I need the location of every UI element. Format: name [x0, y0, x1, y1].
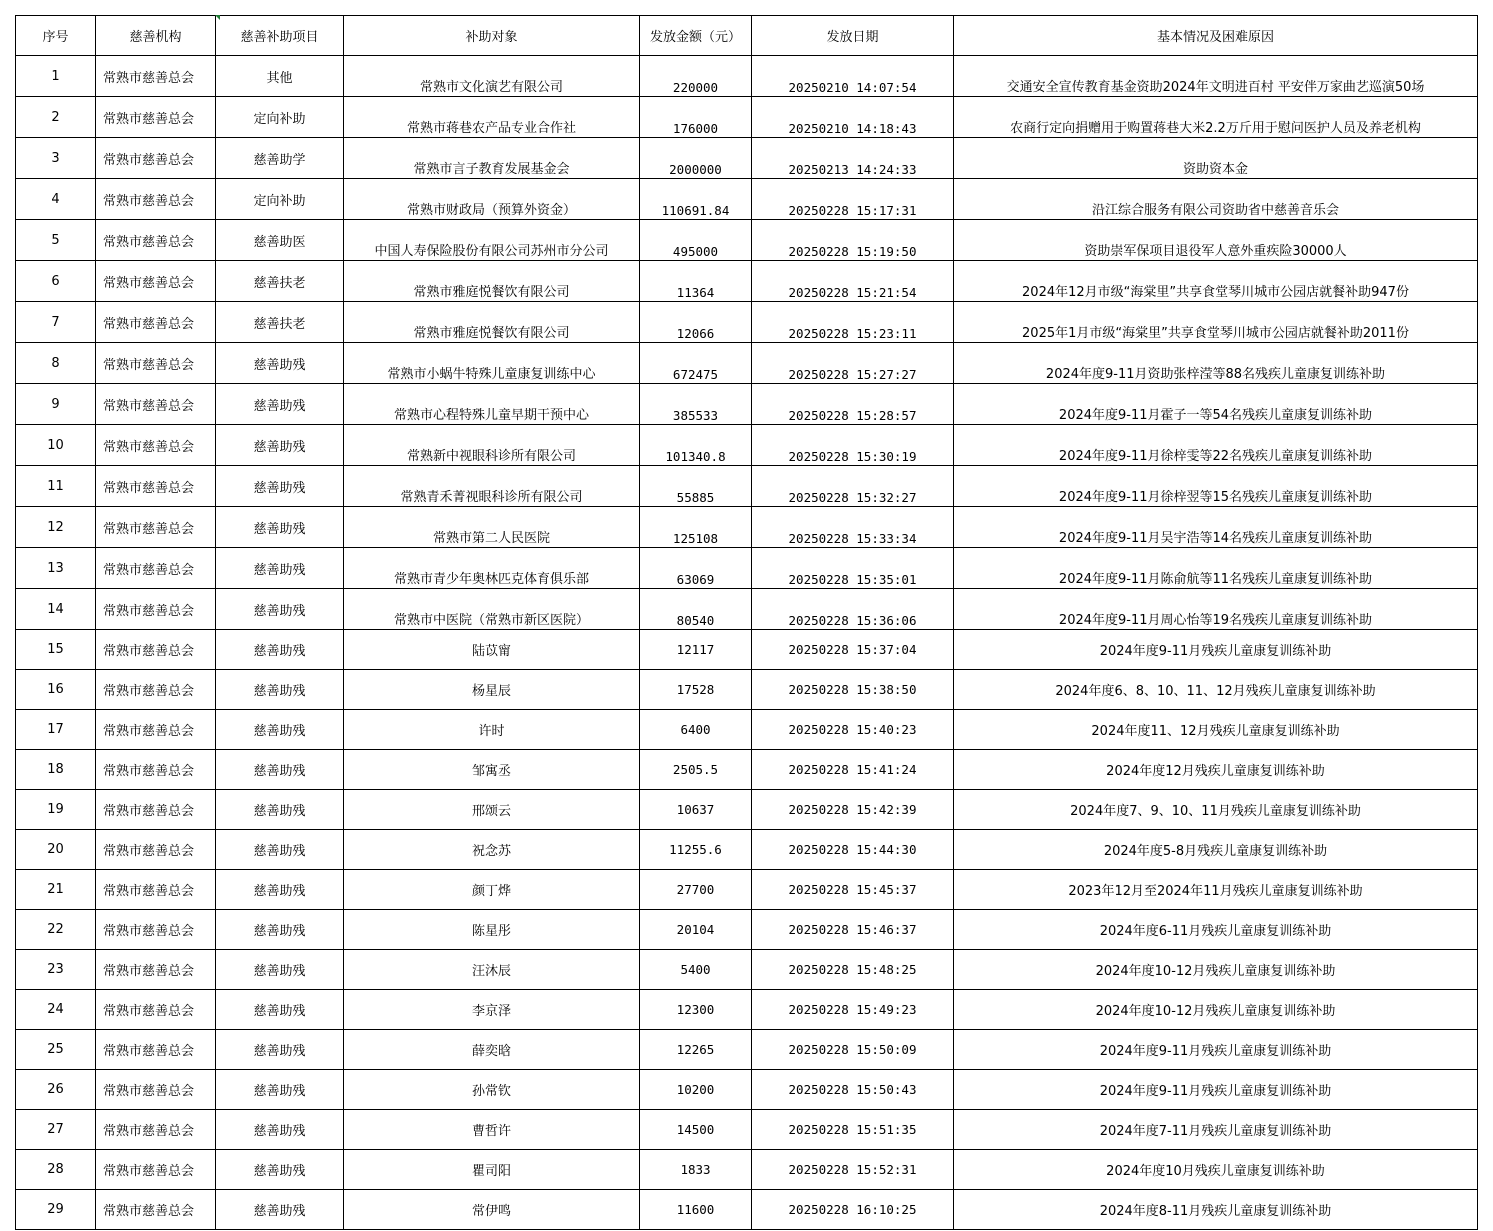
cell-amount[interactable]: 20104	[640, 910, 752, 950]
cell-project[interactable]: 慈善助残	[216, 425, 344, 466]
cell-org[interactable]: 常熟市慈善总会	[96, 548, 216, 589]
cell-date[interactable]: 20250228 15:51:35	[752, 1110, 954, 1150]
cell-amount[interactable]: 12117	[640, 630, 752, 670]
cell-amount[interactable]: 176000	[640, 97, 752, 138]
cell-reason[interactable]: 2024年度6-11月残疾儿童康复训练补助	[954, 910, 1478, 950]
cell-reason[interactable]: 2023年12月至2024年11月残疾儿童康复训练补助	[954, 870, 1478, 910]
cell-reason[interactable]: 2024年度9-11月残疾儿童康复训练补助	[954, 1070, 1478, 1110]
cell-date[interactable]: 20250213 14:24:33	[752, 138, 954, 179]
header-row	[16, 16, 1478, 56]
cell-target[interactable]: 常熟市雅庭悦餐饮有限公司	[344, 302, 640, 343]
cell-date[interactable]: 20250228 15:19:50	[752, 220, 954, 261]
cell-no[interactable]: 25	[16, 1030, 96, 1070]
cell-reason[interactable]: 2024年度10-12月残疾儿童康复训练补助	[954, 990, 1478, 1030]
cell-date[interactable]: 20250228 15:46:37	[752, 910, 954, 950]
cell-org[interactable]: 常熟市慈善总会	[96, 830, 216, 870]
cell-date[interactable]: 20250228 15:21:54	[752, 261, 954, 302]
cell-project[interactable]: 慈善助残	[216, 1150, 344, 1190]
cell-target[interactable]: 常熟市第二人民医院	[344, 507, 640, 548]
cell-amount[interactable]: 10200	[640, 1070, 752, 1110]
cell-no[interactable]: 4	[16, 179, 96, 220]
cell-no[interactable]: 20	[16, 830, 96, 870]
cell-org[interactable]: 常熟市慈善总会	[96, 1190, 216, 1230]
cell-org[interactable]: 常熟市慈善总会	[96, 910, 216, 950]
cell-amount[interactable]: 385533	[640, 384, 752, 425]
cell-date[interactable]: 20250228 15:41:24	[752, 750, 954, 790]
header-cell-no[interactable]: 序号	[16, 16, 96, 56]
cell-amount[interactable]: 63069	[640, 548, 752, 589]
cell-amount[interactable]: 2505.5	[640, 750, 752, 790]
cell-org[interactable]: 常熟市慈善总会	[96, 1070, 216, 1110]
cell-org[interactable]: 常熟市慈善总会	[96, 138, 216, 179]
cell-date[interactable]: 20250228 15:52:31	[752, 1150, 954, 1190]
cell-no[interactable]: 26	[16, 1070, 96, 1110]
table-body	[16, 56, 1478, 1230]
cell-reason[interactable]: 2024年度9-11月徐梓雯等22名残疾儿童康复训练补助	[954, 425, 1478, 466]
cell-project[interactable]: 慈善助残	[216, 870, 344, 910]
table-row	[16, 630, 1478, 670]
cell-no[interactable]: 8	[16, 343, 96, 384]
cell-project[interactable]: 慈善助残	[216, 830, 344, 870]
cell-org[interactable]: 常熟市慈善总会	[96, 589, 216, 630]
cell-no[interactable]: 18	[16, 750, 96, 790]
cell-org[interactable]: 常熟市慈善总会	[96, 507, 216, 548]
cell-date[interactable]: 20250228 15:50:43	[752, 1070, 954, 1110]
table-row	[16, 56, 1478, 97]
table-row	[16, 790, 1478, 830]
cell-reason[interactable]: 2024年度8-11月残疾儿童康复训练补助	[954, 1190, 1478, 1230]
cell-date[interactable]: 20250228 15:42:39	[752, 790, 954, 830]
cell-amount[interactable]: 55885	[640, 466, 752, 507]
table-row	[16, 548, 1478, 589]
cell-target[interactable]: 陆苡甯	[344, 630, 640, 670]
cell-org[interactable]: 常熟市慈善总会	[96, 1030, 216, 1070]
cell-target[interactable]: 孙常钦	[344, 1070, 640, 1110]
cell-no[interactable]: 22	[16, 910, 96, 950]
header-cell-org[interactable]: 慈善机构	[96, 16, 216, 56]
cell-project[interactable]: 慈善助残	[216, 589, 344, 630]
cell-project[interactable]: 慈善助残	[216, 1110, 344, 1150]
cell-no[interactable]: 7	[16, 302, 96, 343]
cell-no[interactable]: 14	[16, 589, 96, 630]
cell-org[interactable]: 常熟市慈善总会	[96, 1110, 216, 1150]
cell-target[interactable]: 常熟市财政局（预算外资金）	[344, 179, 640, 220]
table-row	[16, 990, 1478, 1030]
cell-amount[interactable]: 10637	[640, 790, 752, 830]
cell-date[interactable]: 20250210 14:18:43	[752, 97, 954, 138]
cell-project[interactable]: 慈善助残	[216, 343, 344, 384]
table-row	[16, 220, 1478, 261]
cell-target[interactable]: 中国人寿保险股份有限公司苏州市分公司	[344, 220, 640, 261]
cell-target[interactable]: 常熟市文化演艺有限公司	[344, 56, 640, 97]
cell-no[interactable]: 6	[16, 261, 96, 302]
cell-reason[interactable]: 2024年度9-11月残疾儿童康复训练补助	[954, 1030, 1478, 1070]
cell-target[interactable]: 颜丁烨	[344, 870, 640, 910]
cell-project[interactable]: 慈善助残	[216, 1070, 344, 1110]
cell-no[interactable]: 2	[16, 97, 96, 138]
table-row	[16, 1150, 1478, 1190]
cell-reason[interactable]: 2025年1月市级“海棠里”共享食堂琴川城市公园店就餐补助2011份	[954, 302, 1478, 343]
cell-reason[interactable]: 2024年度6、8、10、11、12月残疾儿童康复训练补助	[954, 670, 1478, 710]
cell-target[interactable]: 杨星辰	[344, 670, 640, 710]
cell-org[interactable]: 常熟市慈善总会	[96, 425, 216, 466]
cell-date[interactable]: 20250228 15:32:27	[752, 466, 954, 507]
table-row	[16, 1070, 1478, 1110]
cell-reason[interactable]: 2024年度10月残疾儿童康复训练补助	[954, 1150, 1478, 1190]
table-row	[16, 950, 1478, 990]
cell-org[interactable]: 常熟市慈善总会	[96, 1150, 216, 1190]
cell-reason[interactable]: 2024年度12月残疾儿童康复训练补助	[954, 750, 1478, 790]
table-row	[16, 302, 1478, 343]
cell-date[interactable]: 20250228 16:10:25	[752, 1190, 954, 1230]
cell-org[interactable]: 常熟市慈善总会	[96, 990, 216, 1030]
cell-amount[interactable]: 11255.6	[640, 830, 752, 870]
cell-target[interactable]: 常熟市蒋巷农产品专业合作社	[344, 97, 640, 138]
cell-amount[interactable]: 672475	[640, 343, 752, 384]
cell-org[interactable]: 常熟市慈善总会	[96, 97, 216, 138]
cell-project[interactable]: 慈善助残	[216, 710, 344, 750]
cell-date[interactable]: 20250228 15:23:11	[752, 302, 954, 343]
table-row	[16, 830, 1478, 870]
cell-project[interactable]: 慈善助残	[216, 630, 344, 670]
cell-no[interactable]: 10	[16, 425, 96, 466]
cell-amount[interactable]: 220000	[640, 56, 752, 97]
cell-target[interactable]: 常熟市心程特殊儿童早期干预中心	[344, 384, 640, 425]
table-row	[16, 138, 1478, 179]
cell-org[interactable]: 常熟市慈善总会	[96, 670, 216, 710]
cell-org[interactable]: 常熟市慈善总会	[96, 384, 216, 425]
cell-no[interactable]: 27	[16, 1110, 96, 1150]
cell-org[interactable]: 常熟市慈善总会	[96, 343, 216, 384]
cell-reason[interactable]: 2024年度11、12月残疾儿童康复训练补助	[954, 710, 1478, 750]
cell-amount[interactable]: 2000000	[640, 138, 752, 179]
cell-date[interactable]: 20250228 15:37:04	[752, 630, 954, 670]
table-row	[16, 507, 1478, 548]
cell-project[interactable]: 慈善助残	[216, 1030, 344, 1070]
header-cell-amount[interactable]: 发放金额（元）	[640, 16, 752, 56]
cell-reason[interactable]: 2024年度10-12月残疾儿童康复训练补助	[954, 950, 1478, 990]
table-row	[16, 910, 1478, 950]
cell-amount[interactable]: 12300	[640, 990, 752, 1030]
cell-reason[interactable]: 2024年度9-11月周心怡等19名残疾儿童康复训练补助	[954, 589, 1478, 630]
cell-amount[interactable]: 17528	[640, 670, 752, 710]
cell-project[interactable]: 慈善助残	[216, 548, 344, 589]
table-row	[16, 384, 1478, 425]
cell-no[interactable]: 13	[16, 548, 96, 589]
cell-project[interactable]: 定向补助	[216, 179, 344, 220]
cell-target[interactable]: 常熟市小蜗牛特殊儿童康复训练中心	[344, 343, 640, 384]
header-cell-date[interactable]: 发放日期	[752, 16, 954, 56]
cell-amount[interactable]: 125108	[640, 507, 752, 548]
cell-reason[interactable]: 交通安全宣传教育基金资助2024年文明进百村 平安伴万家曲艺巡演50场	[954, 56, 1478, 97]
cell-target[interactable]: 邹寓丞	[344, 750, 640, 790]
cell-reason[interactable]: 资助资本金	[954, 138, 1478, 179]
cell-org[interactable]: 常熟市慈善总会	[96, 790, 216, 830]
cell-no[interactable]: 16	[16, 670, 96, 710]
cell-project[interactable]: 慈善扶老	[216, 261, 344, 302]
table-row	[16, 343, 1478, 384]
cell-project[interactable]: 慈善助医	[216, 220, 344, 261]
table-row	[16, 1030, 1478, 1070]
cell-date[interactable]: 20250228 15:40:23	[752, 710, 954, 750]
cell-target[interactable]: 薛奕晗	[344, 1030, 640, 1070]
cell-project[interactable]: 慈善助残	[216, 507, 344, 548]
cell-reason[interactable]: 2024年度5-8月残疾儿童康复训练补助	[954, 830, 1478, 870]
cell-reason[interactable]: 2024年度9-11月资助张梓滢等88名残疾儿童康复训练补助	[954, 343, 1478, 384]
cell-no[interactable]: 28	[16, 1150, 96, 1190]
cell-no[interactable]: 12	[16, 507, 96, 548]
cell-org[interactable]: 常熟市慈善总会	[96, 710, 216, 750]
cell-amount[interactable]: 14500	[640, 1110, 752, 1150]
cell-reason[interactable]: 沿江综合服务有限公司资助省中慈善音乐会	[954, 179, 1478, 220]
cell-date[interactable]: 20250210 14:07:54	[752, 56, 954, 97]
cell-amount[interactable]: 101340.8	[640, 425, 752, 466]
cell-date[interactable]: 20250228 15:30:19	[752, 425, 954, 466]
cell-project[interactable]: 慈善助残	[216, 910, 344, 950]
table-row	[16, 97, 1478, 138]
cell-org[interactable]: 常熟市慈善总会	[96, 302, 216, 343]
cell-no[interactable]: 24	[16, 990, 96, 1030]
cell-reason[interactable]: 2024年度9-11月吴宇浩等14名残疾儿童康复训练补助	[954, 507, 1478, 548]
cell-target[interactable]: 陈星彤	[344, 910, 640, 950]
cell-target[interactable]: 常伊鸣	[344, 1190, 640, 1230]
cell-reason[interactable]: 2024年12月市级“海棠里”共享食堂琴川城市公园店就餐补助947份	[954, 261, 1478, 302]
cell-amount[interactable]: 12265	[640, 1030, 752, 1070]
cell-date[interactable]: 20250228 15:38:50	[752, 670, 954, 710]
cell-no[interactable]: 17	[16, 710, 96, 750]
cell-date[interactable]: 20250228 15:49:23	[752, 990, 954, 1030]
cell-target[interactable]: 邢颂云	[344, 790, 640, 830]
cell-amount[interactable]: 1833	[640, 1150, 752, 1190]
cell-org[interactable]: 常熟市慈善总会	[96, 466, 216, 507]
table-row	[16, 670, 1478, 710]
cell-target[interactable]: 常熟市言子教育发展基金会	[344, 138, 640, 179]
cell-org[interactable]: 常熟市慈善总会	[96, 179, 216, 220]
cell-amount[interactable]: 11600	[640, 1190, 752, 1230]
table-row	[16, 1190, 1478, 1230]
cell-org[interactable]: 常熟市慈善总会	[96, 950, 216, 990]
cell-project[interactable]: 慈善助残	[216, 670, 344, 710]
cell-no[interactable]: 3	[16, 138, 96, 179]
cell-date[interactable]: 20250228 15:50:09	[752, 1030, 954, 1070]
cell-org[interactable]: 常熟市慈善总会	[96, 261, 216, 302]
cell-no[interactable]: 11	[16, 466, 96, 507]
cell-amount[interactable]: 110691.84	[640, 179, 752, 220]
cell-amount[interactable]: 11364	[640, 261, 752, 302]
cell-reason[interactable]: 2024年度9-11月陈俞航等11名残疾儿童康复训练补助	[954, 548, 1478, 589]
cell-no[interactable]: 15	[16, 630, 96, 670]
cell-reason[interactable]: 农商行定向捐赠用于购置蒋巷大米2.2万斤用于慰问医护人员及养老机构	[954, 97, 1478, 138]
cell-project[interactable]: 慈善助残	[216, 384, 344, 425]
cell-no[interactable]: 23	[16, 950, 96, 990]
cell-project[interactable]: 慈善助学	[216, 138, 344, 179]
cell-org[interactable]: 常熟市慈善总会	[96, 630, 216, 670]
cell-project[interactable]: 慈善扶老	[216, 302, 344, 343]
cell-target[interactable]: 李京泽	[344, 990, 640, 1030]
cell-org[interactable]: 常熟市慈善总会	[96, 750, 216, 790]
cell-org[interactable]: 常熟市慈善总会	[96, 56, 216, 97]
cell-amount[interactable]: 5400	[640, 950, 752, 990]
cell-project[interactable]: 其他	[216, 56, 344, 97]
cell-reason[interactable]: 2024年度7、9、10、11月残疾儿童康复训练补助	[954, 790, 1478, 830]
cell-project[interactable]: 慈善助残	[216, 750, 344, 790]
table-row	[16, 710, 1478, 750]
cell-date[interactable]: 20250228 15:33:34	[752, 507, 954, 548]
cell-amount[interactable]: 80540	[640, 589, 752, 630]
cell-no[interactable]: 1	[16, 56, 96, 97]
cell-reason[interactable]: 2024年度9-11月残疾儿童康复训练补助	[954, 630, 1478, 670]
subsidy-sheet	[15, 15, 1478, 1230]
cell-reason[interactable]: 2024年度9-11月霍子一等54名残疾儿童康复训练补助	[954, 384, 1478, 425]
cell-target[interactable]: 常熟新中视眼科诊所有限公司	[344, 425, 640, 466]
cell-project[interactable]: 慈善助残	[216, 950, 344, 990]
cell-project[interactable]: 慈善助残	[216, 790, 344, 830]
cell-target[interactable]: 祝念苏	[344, 830, 640, 870]
cell-target[interactable]: 常熟市中医院（常熟市新区医院）	[344, 589, 640, 630]
cell-date[interactable]: 20250228 15:48:25	[752, 950, 954, 990]
table-row	[16, 261, 1478, 302]
cell-reason[interactable]: 资助崇军保项目退役军人意外重疾险30000人	[954, 220, 1478, 261]
header-cell-target[interactable]: 补助对象	[344, 16, 640, 56]
cell-org[interactable]: 常熟市慈善总会	[96, 870, 216, 910]
cell-target[interactable]: 常熟市雅庭悦餐饮有限公司	[344, 261, 640, 302]
cell-target[interactable]: 常熟青禾菁视眼科诊所有限公司	[344, 466, 640, 507]
cell-project[interactable]: 慈善助残	[216, 1190, 344, 1230]
cell-amount[interactable]: 27700	[640, 870, 752, 910]
cell-date[interactable]: 20250228 15:44:30	[752, 830, 954, 870]
cell-project[interactable]: 慈善助残	[216, 466, 344, 507]
cell-target[interactable]: 汪沐辰	[344, 950, 640, 990]
cell-comment-indicator-icon	[215, 15, 220, 20]
table-row	[16, 466, 1478, 507]
cell-no[interactable]: 9	[16, 384, 96, 425]
cell-amount[interactable]: 495000	[640, 220, 752, 261]
cell-project[interactable]: 定向补助	[216, 97, 344, 138]
cell-date[interactable]: 20250228 15:27:27	[752, 343, 954, 384]
cell-amount[interactable]: 6400	[640, 710, 752, 750]
cell-no[interactable]: 5	[16, 220, 96, 261]
header-cell-project[interactable]: 慈善补助项目	[216, 16, 344, 56]
cell-target[interactable]: 瞿司阳	[344, 1150, 640, 1190]
table-row	[16, 1110, 1478, 1150]
cell-date[interactable]: 20250228 15:17:31	[752, 179, 954, 220]
cell-no[interactable]: 29	[16, 1190, 96, 1230]
table-row	[16, 589, 1478, 630]
table-row	[16, 870, 1478, 910]
cell-target[interactable]: 常熟市青少年奥林匹克体育俱乐部	[344, 548, 640, 589]
cell-amount[interactable]: 12066	[640, 302, 752, 343]
cell-reason[interactable]: 2024年度7-11月残疾儿童康复训练补助	[954, 1110, 1478, 1150]
cell-target[interactable]: 曹哲许	[344, 1110, 640, 1150]
cell-target[interactable]: 许时	[344, 710, 640, 750]
table-row	[16, 750, 1478, 790]
cell-date[interactable]: 20250228 15:36:06	[752, 589, 954, 630]
header-cell-reason[interactable]: 基本情况及困难原因	[954, 16, 1478, 56]
table-row	[16, 179, 1478, 220]
cell-date[interactable]: 20250228 15:45:37	[752, 870, 954, 910]
cell-no[interactable]: 19	[16, 790, 96, 830]
cell-date[interactable]: 20250228 15:35:01	[752, 548, 954, 589]
cell-org[interactable]: 常熟市慈善总会	[96, 220, 216, 261]
subsidy-table	[15, 15, 1478, 1230]
cell-project[interactable]: 慈善助残	[216, 990, 344, 1030]
cell-reason[interactable]: 2024年度9-11月徐梓翌等15名残疾儿童康复训练补助	[954, 466, 1478, 507]
cell-date[interactable]: 20250228 15:28:57	[752, 384, 954, 425]
cell-no[interactable]: 21	[16, 870, 96, 910]
table-row	[16, 425, 1478, 466]
